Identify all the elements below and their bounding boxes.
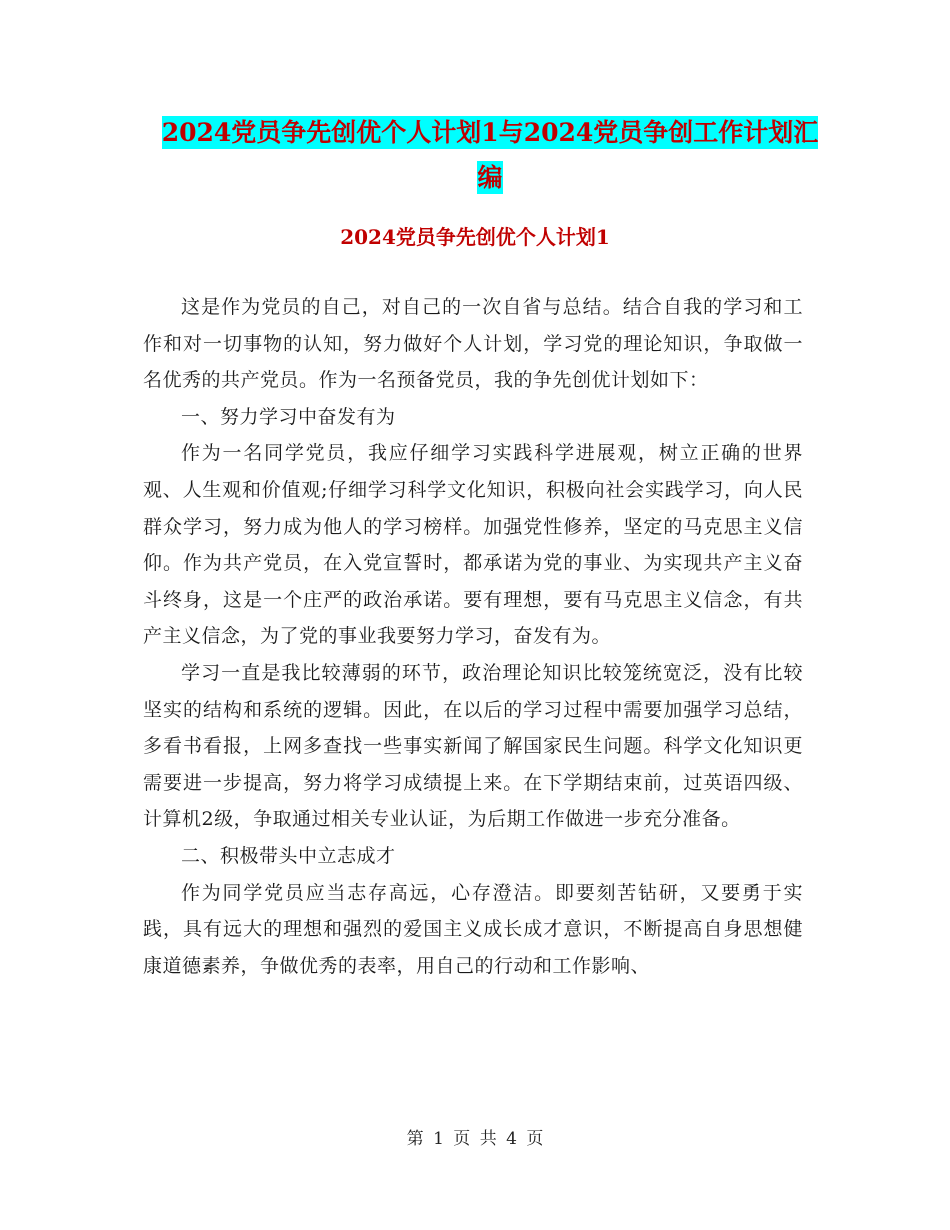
page-number-footer: 第 1 页 共 4 页 bbox=[406, 1129, 544, 1149]
section-title: 2024党员争先创优个人计划1 bbox=[340, 225, 610, 249]
paragraph-lead: 作为同学党员应当志存高远，心存澄洁。即要刻苦钻研，又要勇于实践，具有远大的理想和强烈的爱国主义成长成才意识，不断提高自身思想健康道德素养，争做优秀的表率，用自己的行动和工作影响、 bbox=[143, 881, 803, 977]
heading-one: 一、努力学习中奋发有为 bbox=[181, 405, 396, 428]
document-title-highlight: 2024党员争先创优个人计划1与2024党员争创工作计划汇编 bbox=[161, 118, 819, 192]
heading-two: 二、积极带头中立志成才 bbox=[181, 844, 396, 867]
document-body bbox=[143, 289, 803, 984]
paragraph-study-1: 作为一名同学党员，我应仔细学习实践科学进展观，树立正确的世界观、人生观和价值观;仔细学习科学文化知识，积极向社会实践学习，向人民群众学习，努力成为他人的学习榜样。加强党性修养，坚定的马克思主义信仰。作为共产党员，在入党宣誓时，都承诺为党的事业、为实现共产主义奋斗终身，这是一个庄严的政治承诺。要有理想，要有马克思主义信念，有共产主义信念，为了党的事业我要努力学习，奋发有为。 bbox=[143, 442, 803, 648]
document-title bbox=[150, 110, 830, 200]
paragraph-study-2: 学习一直是我比较薄弱的环节，政治理论知识比较笼统宽泛，没有比较坚实的结构和系统的逻辑。因此，在以后的学习过程中需要加强学习总结，多看书看报，上网多查找一些事实新闻了解国家民生问题。科学文化知识更需要进一步提高，努力将学习成绩提上来。在下学期结束前，过英语四级、计算机2级，争取通过相关专业认证，为后期工作做进一步充分准备。 bbox=[143, 661, 803, 831]
paragraph-intro: 这是作为党员的自己，对自己的一次自省与总结。结合自我的学习和工作和对一切事物的认知，努力做好个人计划，学习党的理论知识，争取做一名优秀的共产党员。作为一名预备党员，我的争先创优计划如下： bbox=[143, 296, 803, 392]
